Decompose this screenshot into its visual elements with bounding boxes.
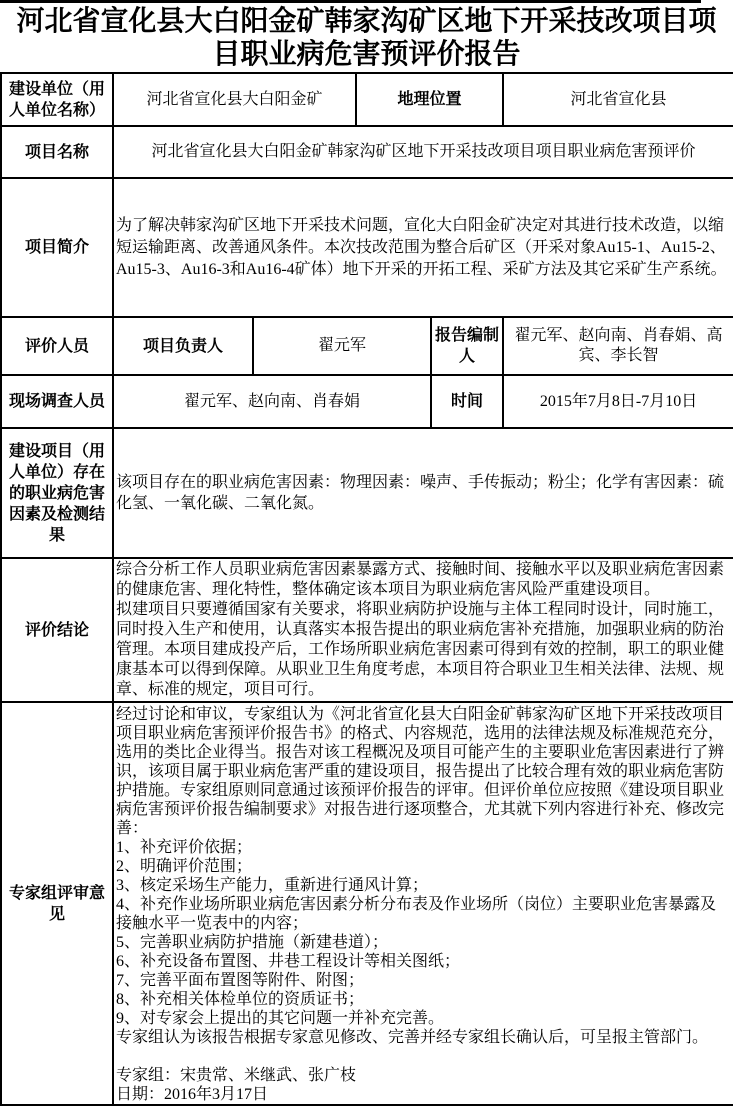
hazard-factors-value: 该项目存在的职业病危害因素：物理因素：噪声、手传振动；粉尘；化学有害因素：硫化氢、一氧化碳、二氧化氮。 [113, 428, 733, 558]
conclusion-label: 评价结论 [1, 558, 113, 702]
row-hazard-factors [1, 428, 733, 558]
review-date: 日期：2016年3月17日 [116, 1086, 269, 1103]
time-label: 时间 [431, 375, 503, 428]
conclusion-paragraph-2: 拟建项目只要遵循国家有关要求，将职业病防护设施与主体工程同时设计，同时施工，同时投入生产和使用，认真落实本报告提出的职业病危害补充措施，加强职业病的防治管理。本项目建成投产后，工作场所职业病危害因素可得到有效的控制，职工的职业健康基本可以得到保障。从职业卫生角度考虑，本项目符合职业卫生相关法律、法规、规章、标准的规定，项目可行。 [116, 601, 725, 698]
time-value: 2015年7月8日-7月10日 [503, 375, 733, 428]
row-evaluators [1, 317, 733, 375]
expert-group-names: 专家组：宋贵常、米继武、张广枝 [116, 1067, 357, 1084]
expert-review-item-9: 9、对专家会上提出的其它问题一并补充完善。 [116, 1010, 445, 1027]
conclusion-paragraph-1: 综合分析工作人员职业病危害因素暴露方式、接触时间、接触水平以及职业病危害因素的健康危害、理化特性，整体确定该本项目为职业病危害风险严重建设项目。 [116, 561, 725, 598]
project-intro-label: 项目简介 [1, 178, 113, 317]
expert-review-intro: 经过讨论和审议，专家组认为《河北省宣化县大白阳金矿韩家沟矿区地下开采技改项目项目职业病危害预评价报告书》的格式、内容规范，选用的法律法规及标准规范充分，选用的类比企业得当。报告对该工程概况及项目可能产生的主要职业危害因素进行了辨识，该项目属于职业病危害严重的建设项目，报告提出了比较合理有效的职业病危害防护措施。专家组原则同意通过该预评价报告的评审。但评价单位应按照《建设项目职业病危害预评价报告编制要求》对报告进行逐项整合，尤其就下列内容进行补充、修改完善： [116, 706, 725, 837]
row-project-intro [1, 178, 733, 317]
expert-review-item-3: 3、核定采场生产能力，重新进行通风计算； [116, 877, 429, 894]
expert-review-item-2: 2、明确评价范围； [116, 858, 253, 875]
report-table [0, 72, 733, 1106]
expert-review-closing: 专家组认为该报告根据专家意见修改、完善并经专家组长确认后，可呈报主管部门。 [116, 1029, 709, 1046]
project-intro-value: 为了解决韩家沟矿区地下开采技术问题，宣化大白阳金矿决定对其进行技术改造，以缩短运输距离、改善通风条件。本次技改范围为整合后矿区（开采对象Au15-1、Au15-2、Au15-3、Au16-3和Au16-4矿体）地下开采的开拓工程、采矿方法及其它采矿生产系统。 [113, 178, 733, 317]
blank-line [116, 1047, 731, 1066]
project-leader-value: 翟元军 [253, 317, 431, 375]
location-value: 河北省宣化县 [503, 73, 733, 126]
row-construction-unit [1, 73, 733, 126]
expert-review-item-6: 6、补充设备布置图、井巷工程设计等相关图纸； [116, 953, 461, 970]
expert-review-item-5: 5、完善职业病防护措施（新建巷道）； [116, 934, 389, 951]
expert-review-label: 专家组评审意见 [1, 702, 113, 1105]
construction-unit-label: 建设单位（用人单位名称） [1, 73, 113, 126]
hazard-factors-label: 建设项目（用人单位）存在的职业病危害因素及检测结果 [1, 428, 113, 558]
construction-unit-value: 河北省宣化县大白阳金矿 [113, 73, 356, 126]
site-survey-label: 现场调查人员 [1, 375, 113, 428]
expert-review-item-8: 8、补充相关体检单位的资质证书； [116, 991, 365, 1008]
expert-review-value [113, 702, 733, 1105]
expert-review-item-7: 7、完善平面布置图等附件、附图； [116, 972, 365, 989]
site-survey-value: 翟元军、赵向南、肖春娟 [113, 375, 431, 428]
row-site-survey [1, 375, 733, 428]
project-name-label: 项目名称 [1, 126, 113, 178]
location-label: 地理位置 [356, 73, 503, 126]
document-title: 河北省宣化县大白阳金矿韩家沟矿区地下开采技改项目项目职业病危害预评价报告 [16, 5, 717, 69]
conclusion-value [113, 558, 733, 702]
evaluators-label: 评价人员 [1, 317, 113, 375]
report-writers-value: 翟元军、赵向南、肖春娟、高宾、李长智 [503, 317, 733, 375]
project-name-value: 河北省宣化县大白阳金矿韩家沟矿区地下开采技改项目项目职业病危害预评价 [113, 126, 733, 178]
row-expert-review [1, 702, 733, 1105]
row-conclusion [1, 558, 733, 702]
report-writers-label: 报告编制人 [431, 317, 503, 375]
expert-review-item-4: 4、补充作业场所职业病危害因素分析分布表及作业场所（岗位）主要职业危害暴露及接触水平一览表中的内容； [116, 896, 717, 932]
row-project-name [1, 126, 733, 178]
project-leader-label: 项目负责人 [113, 317, 253, 375]
expert-review-item-1: 1、补充评价依据； [116, 839, 253, 856]
